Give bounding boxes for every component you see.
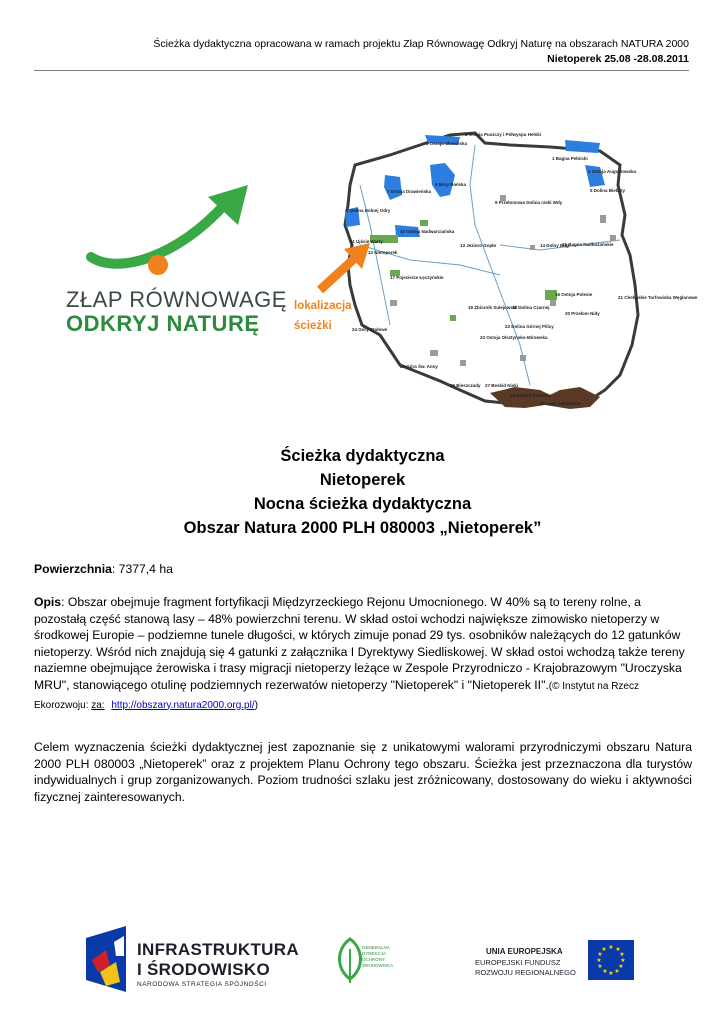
source-prefix: (© Instytut na Rzecz Ekorozwoju: [34, 680, 639, 711]
description-text: : Obszar obejmuje fragment fortyfikacji Międzyrzeckiego Rejonu Umocnionego. W 40% są to tereny rolne, a pozostałą część stanową lasy – 48% powierzchni terenu. W skład ostoi wchodzi największe zimowisko nietoperzy w środkowej Europie – podziemne tunele długości, w których zimuje ponad 29 tys. osobników należących do 12 gatunków nietoperzy. Wśród nich znajdują się 4 gatunki z załącznika I Dyrektywy Siedliskowej. W skład ostoi wchodzą także tereny naziemne obejmujące żerowiska i trasy migracji nietoperzy leżące w Zespole Przyrodniczo - Krajobrazowym "Uroczyska MRU", stanowiącego otulinę podziemnych rezerwatów nietoperzy "Nietoperek" i "Nietoperek II". [34, 595, 685, 692]
map-label: 26 Bieszczady [450, 383, 481, 388]
infrastruktura-subtitle: I ŚRODOWISKO [137, 960, 270, 979]
area-sep: : [111, 562, 119, 576]
logo-text-line-2: ODKRYJ NATURĘ [66, 311, 260, 336]
svg-text:★: ★ [618, 963, 624, 970]
svg-text:★: ★ [597, 951, 603, 958]
map-label: 8 Dolina Dolnej Odry [346, 208, 391, 213]
map-label: 6 Bory Bielska [435, 182, 467, 187]
map-label: 4 Ostoja Augustowska [588, 169, 637, 174]
map-label: 2 Ostoja Puszczy i Półwyspu Helski [465, 132, 542, 137]
svg-text:★: ★ [619, 951, 625, 958]
source-za: za: [91, 699, 105, 711]
title-line-4: Obszar Natura 2000 PLH 080003 „Nietoperek” [183, 519, 542, 537]
map-label: 7 Ostoja Drawieńska [387, 189, 432, 194]
logo-text-line-1: ZŁAP RÓWNOWAGĘ [66, 287, 287, 312]
eu-title: UNIA EUROPEJSKA [486, 947, 563, 956]
area-label: Powierzchnia [34, 562, 112, 576]
eu-fund-line: EUROPEJSKI FUNDUSZ [475, 958, 561, 967]
map-label: 21 Chełmskie Torfowiska Węglanowe [618, 295, 698, 300]
title-line-1: Ścieżka dydaktyczna [280, 447, 445, 465]
map-pointer-label-2: ścieżki [294, 320, 332, 332]
map-label: 13 Jezioro Gopło [460, 243, 497, 248]
map-label: 28 Beskid Żywiecki [510, 393, 552, 398]
map-label: 29 Lasy Janowskie [540, 401, 581, 406]
svg-text:★: ★ [602, 968, 608, 975]
map-label: 24 Góry Stołowe [352, 327, 388, 332]
map-label: 3 Ostoja Słowińska [426, 141, 468, 146]
source-link[interactable]: http://obszary.natura2000.org.pl/ [111, 699, 255, 711]
map-label: 18 Dolina Czarnej [512, 305, 550, 310]
title-block [0, 444, 725, 540]
svg-text:★: ★ [608, 970, 614, 977]
map-label: 27 Beskid Niski [485, 383, 519, 388]
map-label: 14 Dolny Bug [540, 243, 569, 248]
map-label: 16 Ostoja Polesie [555, 292, 593, 297]
svg-text:★: ★ [614, 968, 620, 975]
title-line-2: Nietoperek [319, 471, 406, 489]
infrastruktura-caption: NARODOWA STRATEGIA SPÓJNOŚCI [137, 981, 267, 988]
map-label: 20 Przełom Nidy [565, 311, 600, 316]
svg-text:★: ★ [597, 963, 603, 970]
map-label: 15 Bagna Nadbużańskie [562, 242, 614, 247]
svg-text:★: ★ [620, 957, 626, 964]
eu-fund-line-2: ROZWOJU REGIONALNEGO [475, 968, 576, 977]
map-label: 25 Góra Św. Anny [400, 364, 438, 369]
svg-text:★: ★ [601, 946, 607, 953]
area-value: 7377,4 ha [118, 562, 173, 576]
map-label: 19 Zbiornik Sulejowski [468, 305, 517, 310]
header-divider [34, 70, 689, 71]
map-label: 12 Nietoperek [368, 250, 398, 255]
svg-text:★: ★ [596, 957, 602, 964]
map-label: 11 Ujście Warty [350, 239, 383, 244]
eu-flag-icon [588, 940, 634, 980]
poland-natura-map [300, 125, 698, 425]
map-label: 23 Ostoja Olsztyńsko-Mirowska [480, 335, 548, 340]
map-pointer-label-1: lokalizacja [294, 300, 352, 312]
area-paragraph [34, 561, 692, 578]
gdos-caption: GENERALNA DYREKCJA OCHRONY ŚRODOWISKA [362, 945, 394, 968]
map-label: 1 Bagna Pełnicki [552, 156, 588, 161]
map-label: 17 Pojezierze Łęczyńskie [390, 275, 444, 280]
map-label: 5 Dolina Biebrzy [590, 188, 626, 193]
title-line-3: Nocna ścieżka dydaktyczna [253, 495, 472, 513]
svg-text:★: ★ [608, 944, 614, 951]
source-suffix: ) [254, 699, 258, 711]
svg-text:★: ★ [615, 946, 621, 953]
infrastruktura-title: INFRASTRUKTURA [137, 940, 299, 959]
description-paragraph [34, 594, 692, 714]
purpose-paragraph: Celem wyznaczenia ścieżki dydaktycznej jest zapoznanie się z unikatowymi walorami przyrodniczymi obszaru Natura 2000 PLH 080003 „Nietoperek” oraz z projektem Planu Ochrony tego obszaru. Ścieżka jest przeznaczona dla turystów indywidualnych i grup zorganizowanych. Poziom trudności szlaku jest zróżnicowany, dostosowany do wieku i aktywności fizycznej zainteresowanych. [34, 740, 692, 804]
map-label: 22 Dolina Górnej Pilicy [505, 324, 554, 329]
description-label: Opis [34, 595, 62, 609]
map-label: 10 Ostoja Nadwarciańska [400, 229, 455, 234]
header-date-line: Nietoperek 25.08 -28.08.2011 [547, 53, 689, 65]
header-project-line: Ścieżka dydaktyczna opracowana w ramach projektu Złap Równowagę Odkryj Naturę na obszarach NATURA 2000 [153, 38, 689, 50]
map-label: 9 Przełomowa Dolina rzeki Wdy [495, 200, 563, 205]
